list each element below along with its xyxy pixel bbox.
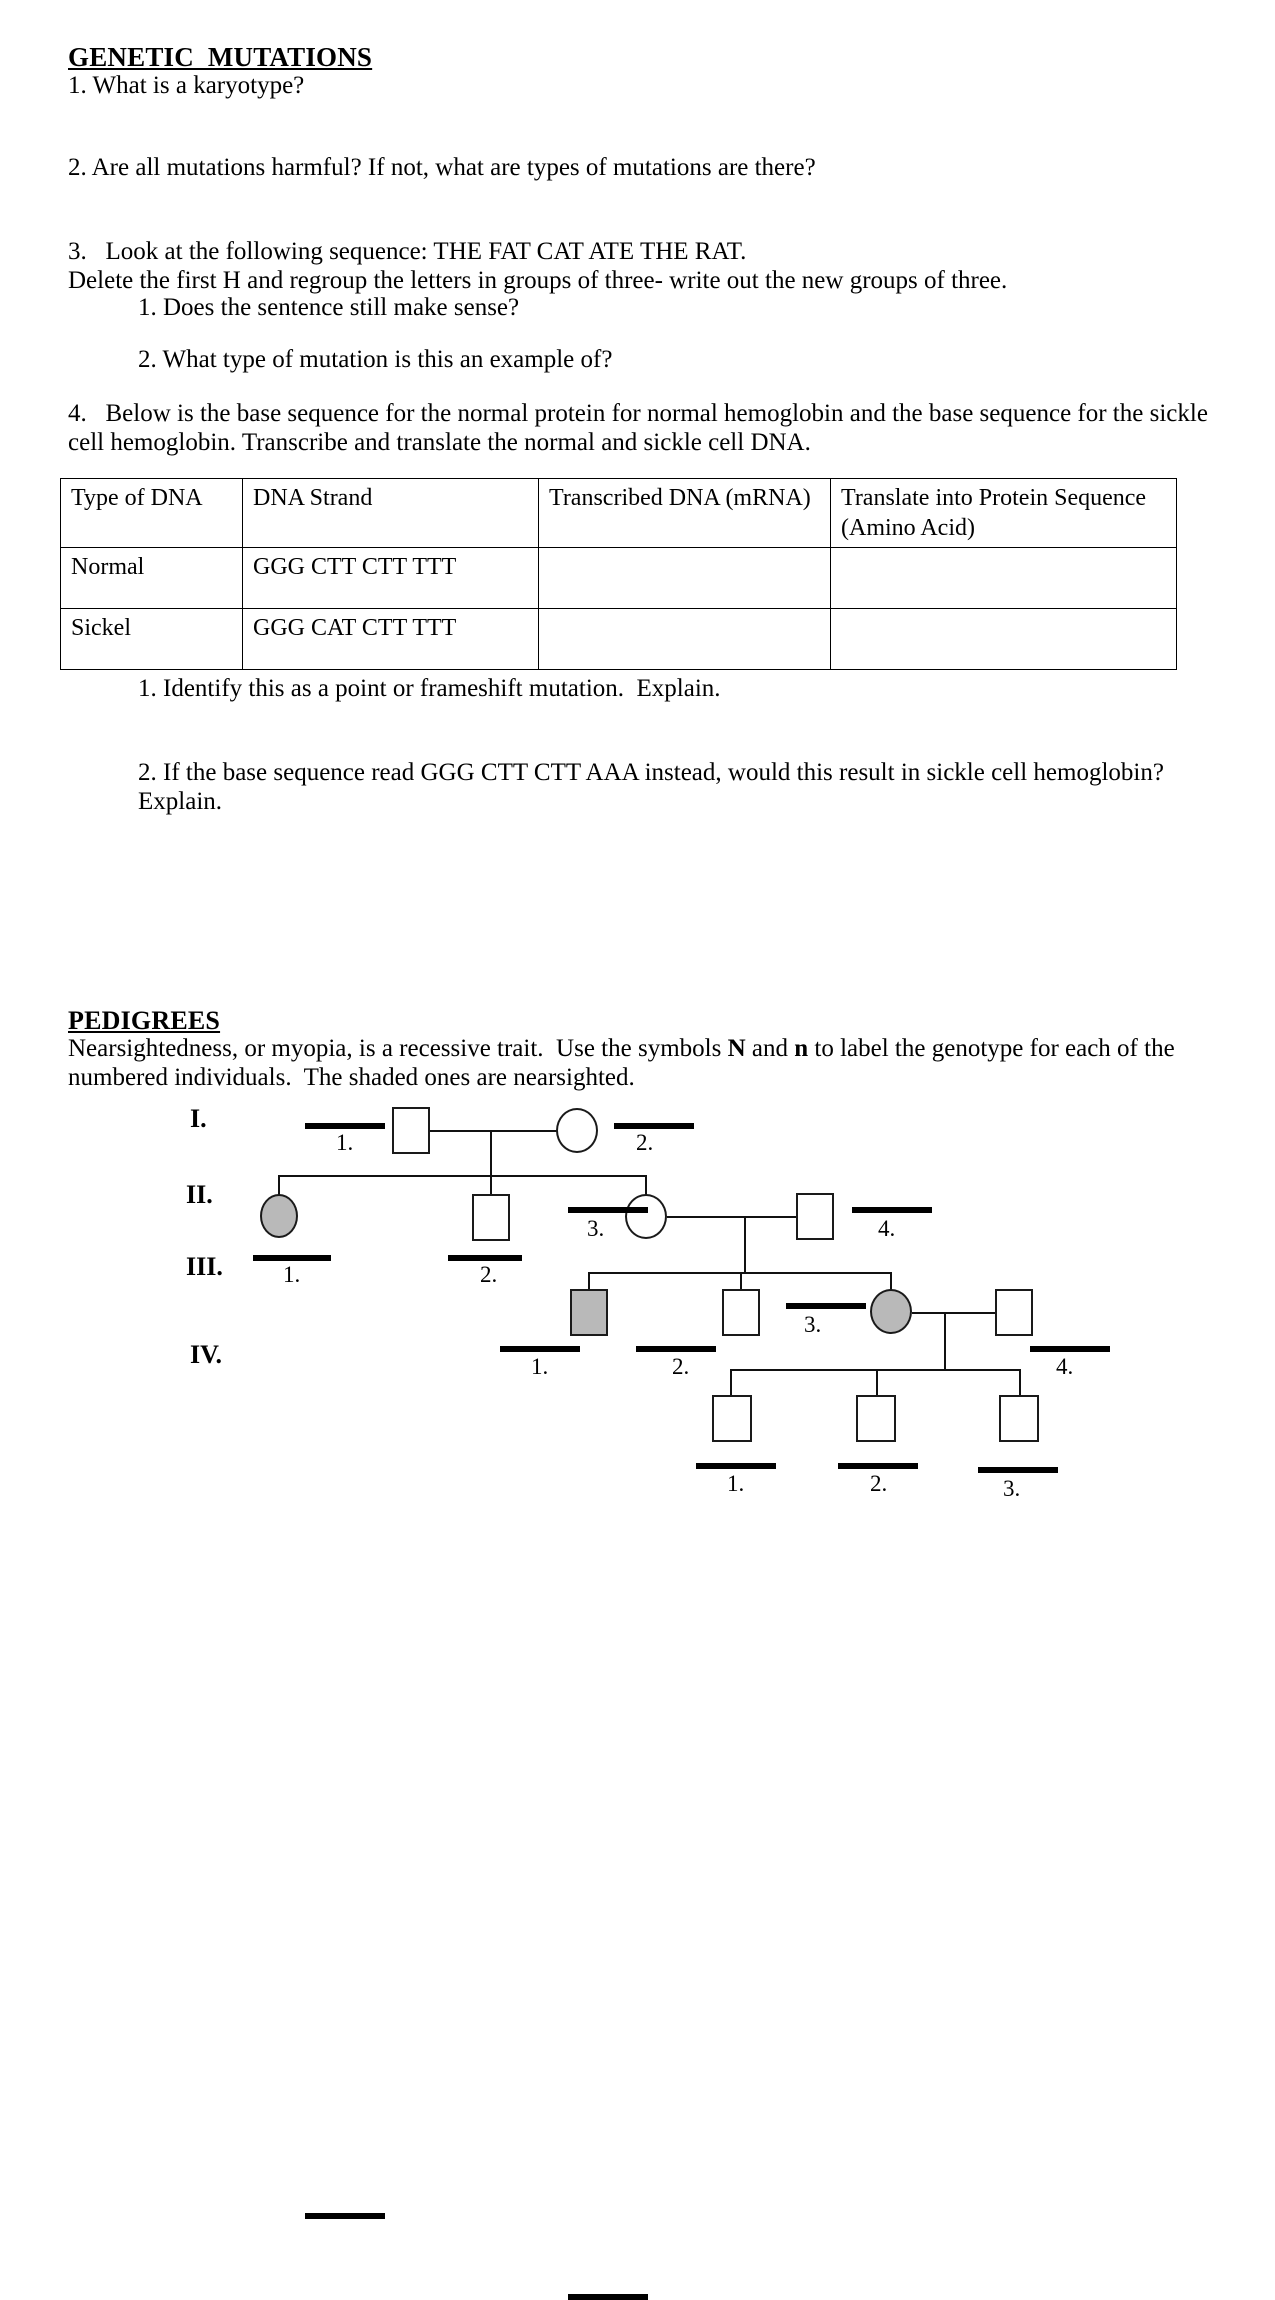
question-4-sub-2-line-1: 2. If the base sequence read GGG CTT CTT AAA instead, would this result in sickle cell hemoglobin? [138,759,1164,786]
symbol-recessive-n: n [794,1035,809,1062]
drop-line-III-2 [740,1272,742,1290]
generation-label-IV: IV. [190,1340,223,1369]
pedigree-individual-I-2-circle[interactable] [556,1108,598,1153]
generation-label-III: III. [186,1252,223,1281]
pedigree-individual-IV-3-square[interactable] [999,1395,1039,1442]
question-3-line-2: Delete the first H and regroup the letters in groups of three- write out the new groups of three. [68,267,1008,294]
mating-line-II [667,1216,797,1218]
answer-blank-III-2[interactable] [448,1255,522,1261]
generation-label-I: I. [190,1104,207,1133]
cell-strand-normal: GGG CTT CTT TTT [243,548,539,609]
descent-line-III [944,1312,946,1370]
pedigree-individual-IV-2-square[interactable] [856,1395,896,1442]
drop-line-IV-2 [876,1369,878,1396]
pedigree-intro-text-a: Nearsightedness, or myopia, is a recessive trait. Use the symbols [68,1035,728,1062]
cell-protein-sickel[interactable] [831,609,1177,670]
answer-number-IV-3: 3. [1003,1476,1021,1501]
drop-line-IV-1 [730,1369,732,1396]
descent-line-I [490,1130,492,1175]
answer-blank-IV-2[interactable] [838,1463,918,1469]
answer-blank-IV-left-1[interactable] [500,1346,580,1352]
drop-line-II-2 [490,1175,492,1195]
pedigree-individual-III-1-square-shaded[interactable] [570,1289,608,1336]
answer-blank-III-1[interactable] [253,1255,331,1261]
table-header-row [61,479,1177,548]
answer-number-IV-left-1: 1. [531,1354,549,1379]
table-header-transcribed-dna: Transcribed DNA (mRNA) [539,479,831,548]
answer-blank-IV-left-2[interactable] [636,1346,716,1352]
answer-blank-III-3[interactable] [786,1303,866,1309]
cell-protein-normal[interactable] [831,548,1177,609]
answer-blank-IV-3[interactable] [978,1467,1058,1473]
cell-mrna-sickel[interactable] [539,609,831,670]
table-row [61,609,1177,670]
cell-type-sickel: Sickel [61,609,243,670]
answer-number-IV-left-2: 2. [672,1354,690,1379]
pedigree-individual-III-2-square[interactable] [722,1289,760,1336]
mating-line-III [912,1312,996,1314]
pedigree-individual-IV-1-square[interactable] [712,1395,752,1442]
section-title-pedigrees: PEDIGREES [68,1006,221,1035]
answer-number-IV-2: 2. [870,1471,888,1496]
drop-line-II-1 [278,1175,280,1195]
pedigree-individual-III-4-square[interactable] [995,1289,1033,1336]
table-row [61,548,1177,609]
drop-line-III-3 [890,1272,892,1290]
answer-blank-II-4[interactable] [852,1207,932,1213]
question-4-line-2: cell hemoglobin. Transcribe and translate the normal and sickle cell DNA. [68,429,811,456]
answer-number-I-1: 1. [336,1130,354,1155]
pedigree-chart [0,1090,1275,1550]
answer-blank-I-2[interactable] [614,1123,694,1129]
pedigree-individual-II-1-circle-shaded[interactable] [260,1194,298,1238]
answer-number-II-3: 3. [587,1216,605,1241]
answer-number-I-2: 2. [636,1130,654,1155]
question-3-line-1: 3. Look at the following sequence: THE FAT CAT ATE THE RAT. [68,238,747,265]
symbol-dominant-N: N [727,1035,746,1062]
pedigree-intro-line-1 [68,1033,1175,1064]
pedigree-intro-text-c: to label the genotype for each of the [808,1035,1175,1062]
drop-line-III-1 [588,1272,590,1290]
dna-transcription-table [60,478,1177,670]
cell-strand-sickel: GGG CAT CTT TTT [243,609,539,670]
pedigree-individual-II-3-circle[interactable] [625,1194,667,1239]
cell-mrna-normal[interactable] [539,548,831,609]
question-1: 1. What is a karyotype? [68,72,305,99]
page-title-genetic-mutations: GENETIC MUTATIONS [68,42,373,72]
descent-line-II [744,1216,746,1272]
answer-number-III-4: 4. [1056,1354,1074,1379]
question-2: 2. Are all mutations harmful? If not, what are types of mutations are there? [68,154,816,181]
question-3-sub-2: 2. What type of mutation is this an example of? [138,346,613,373]
table-header-dna-strand: DNA Strand [243,479,539,548]
answer-blank-I-1[interactable] [305,1123,385,1129]
question-4-sub-2-line-2: Explain. [138,788,223,815]
cell-type-normal: Normal [61,548,243,609]
drop-line-IV-3 [1019,1369,1021,1396]
answer-number-IV-1: 1. [727,1471,745,1496]
sibship-bar-IV [730,1369,1020,1371]
mating-line-I [430,1130,558,1132]
generation-label-II: II. [186,1180,213,1209]
table-header-translate-protein: Translate into Protein Sequence (Amino Acid) [831,479,1177,548]
question-4-line-1: 4. Below is the base sequence for the normal protein for normal hemoglobin and the base sequence for the sickle [68,400,1208,427]
sibship-bar-II [278,1175,646,1177]
answer-number-III-3: 3. [804,1312,822,1337]
answer-blank-IV-1[interactable] [696,1463,776,1469]
drop-line-II-3 [645,1175,647,1195]
pedigree-individual-II-2-square[interactable] [472,1194,510,1241]
pedigree-intro-text-b: and [745,1035,795,1062]
pedigree-individual-I-1-square[interactable] [392,1107,430,1154]
answer-blank-II-3[interactable] [568,1207,648,1213]
pedigree-individual-II-4-square[interactable] [796,1193,834,1240]
table-header-type-of-dna: Type of DNA [61,479,243,548]
pedigree-individual-III-3-circle-shaded[interactable] [870,1289,912,1334]
answer-number-III-1: 1. [283,1262,301,1287]
answer-blank-III-4[interactable] [1030,1346,1110,1352]
answer-number-II-4: 4. [878,1216,896,1241]
pedigree-intro-line-2: numbered individuals. The shaded ones are nearsighted. [68,1064,635,1091]
question-3-sub-1: 1. Does the sentence still make sense? [138,294,520,321]
question-4-sub-1: 1. Identify this as a point or frameshift mutation. Explain. [138,675,721,702]
answer-number-III-2: 2. [480,1262,498,1287]
